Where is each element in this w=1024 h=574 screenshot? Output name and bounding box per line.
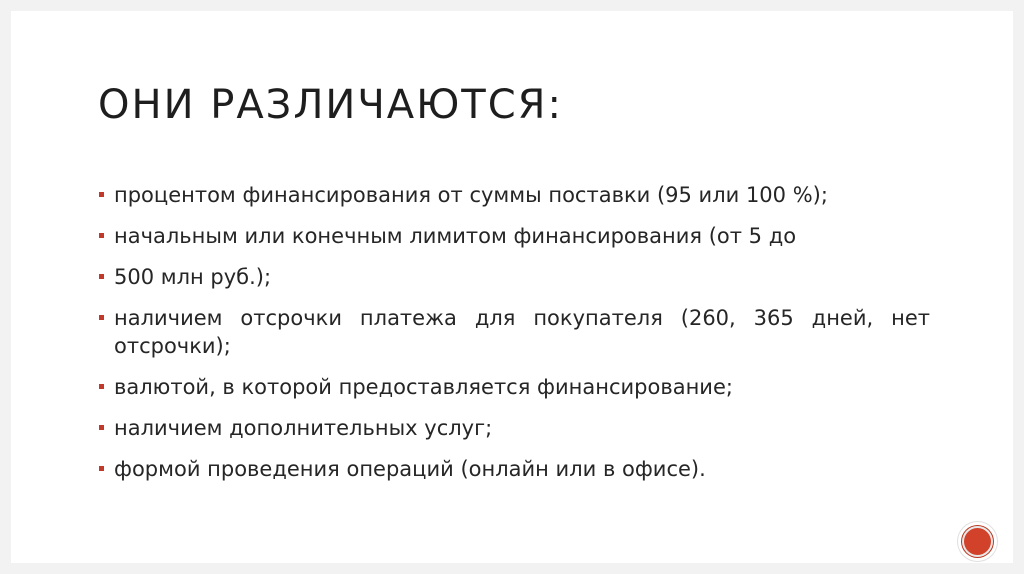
slide-title: ОНИ РАЗЛИЧАЮТСЯ: bbox=[98, 82, 563, 128]
bullet-marker-icon bbox=[99, 425, 104, 430]
bullet-item bbox=[98, 455, 930, 483]
bullet-marker-icon bbox=[99, 233, 104, 238]
bullet-item bbox=[98, 414, 930, 442]
bullet-item bbox=[98, 181, 930, 209]
bullet-marker-icon bbox=[99, 192, 104, 197]
bullet-text: наличием дополнительных услуг; bbox=[114, 416, 493, 440]
bullet-text: формой проведения операций (онлайн или в офисе). bbox=[114, 457, 706, 481]
bullet-list bbox=[98, 181, 930, 496]
bullet-item bbox=[98, 222, 930, 250]
bullet-text: 500 млн руб.); bbox=[114, 265, 272, 289]
slide-number-badge-icon bbox=[958, 522, 997, 561]
bullet-text: начальным или конечным лимитом финансирования (от 5 до bbox=[114, 224, 797, 248]
bullet-text: валютой, в которой предоставляется финансирование; bbox=[114, 375, 733, 399]
bullet-marker-icon bbox=[99, 315, 104, 320]
bullet-item bbox=[98, 373, 930, 401]
bullet-text: наличием отсрочки платежа для покупателя (260, 365 дней, нет отсрочки); bbox=[114, 306, 930, 358]
bullet-marker-icon bbox=[99, 466, 104, 471]
bullet-marker-icon bbox=[99, 274, 104, 279]
bullet-item bbox=[98, 263, 930, 291]
bullet-marker-icon bbox=[99, 384, 104, 389]
badge-circle bbox=[962, 526, 993, 557]
bullet-text: процентом финансирования от суммы поставки (95 или 100 %); bbox=[114, 183, 828, 207]
bullet-item bbox=[98, 304, 930, 360]
